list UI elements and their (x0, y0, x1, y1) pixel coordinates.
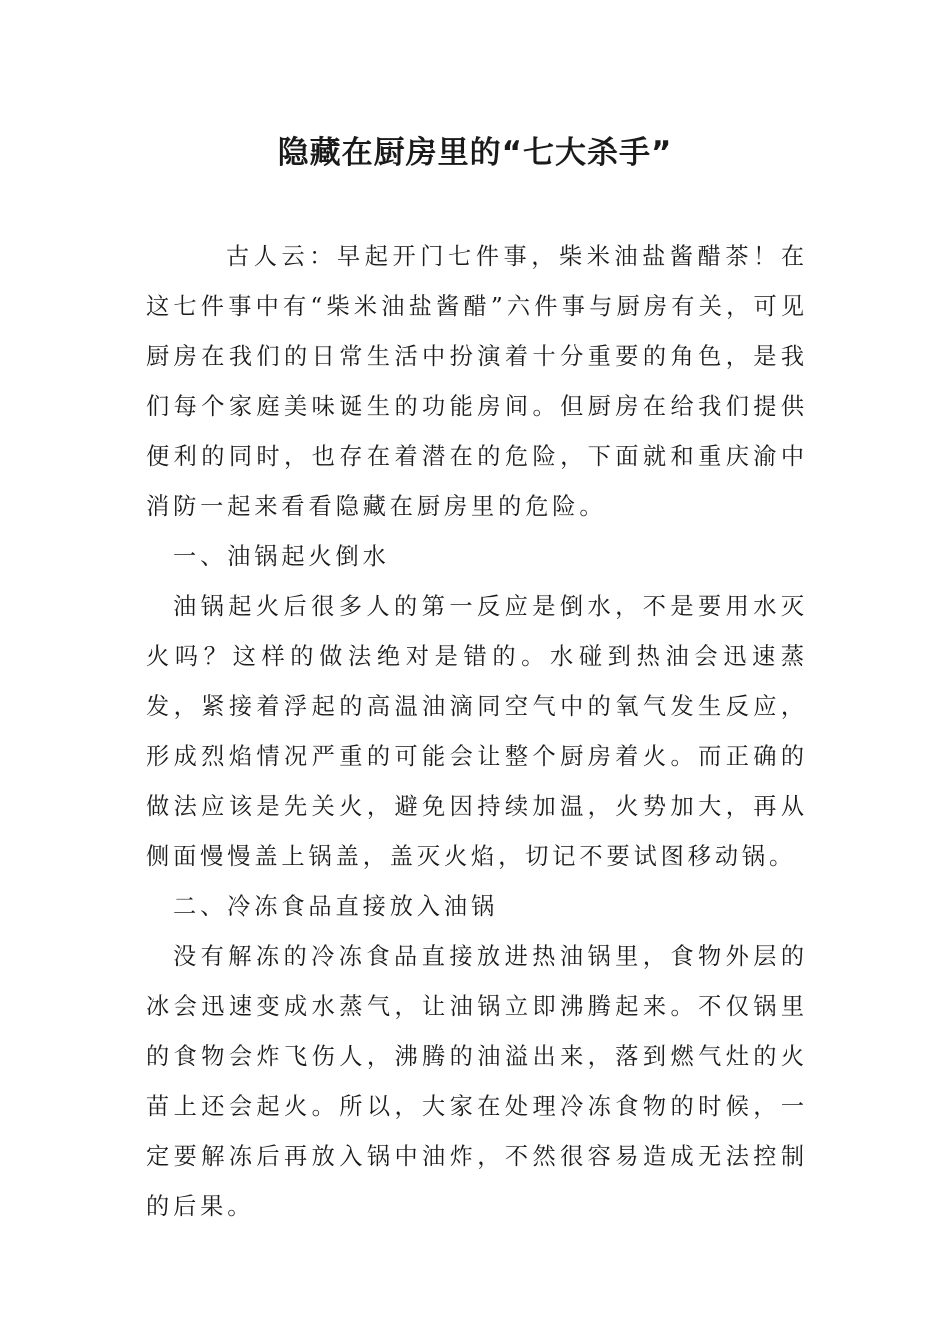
section-heading-2: 二、冷冻食品直接放入油锅 (173, 893, 499, 920)
document-title: 隐藏在厨房里的“七大杀手” (277, 135, 673, 171)
section-paragraph-2: 没有解冻的冷冻食品直接放进热油锅里，食物外层的冰会迅速变成水蒸气，让油锅立即沸腾起来。不仅锅里的食物会炸飞伤人，沸腾的油溢出来，落到燃气灶的火苗上还会起火。所以，大家在处理冷冻食物的时候，一定要解冻后再放入锅中油炸，不然很容易造成无法控制的后果。 (146, 943, 808, 1220)
section-heading-1: 一、油锅起火倒水 (173, 543, 390, 570)
document-body (146, 232, 808, 1232)
intro-paragraph: 古人云：早起开门七件事，柴米油盐酱醋茶！在这七件事中有“柴米油盐酱醋”六件事与厨房有关，可见厨房在我们的日常生活中扮演着十分重要的角色，是我们每个家庭美味诞生的功能房间。但厨房在给我们提供便利的同时，也存在着潜在的危险，下面就和重庆渝中消防一起来看看隐藏在厨房里的危险。 (146, 243, 808, 520)
section-paragraph-1: 油锅起火后很多人的第一反应是倒水，不是要用水灭火吗？这样的做法绝对是错的。水碰到热油会迅速蒸发，紧接着浮起的高温油滴同空气中的氧气发生反应，形成烈焰情况严重的可能会让整个厨房着火。而正确的做法应该是先关火，避免因持续加温，火势加大，再从侧面慢慢盖上锅盖，盖灭火焰，切记不要试图移动锅。 (146, 593, 808, 870)
